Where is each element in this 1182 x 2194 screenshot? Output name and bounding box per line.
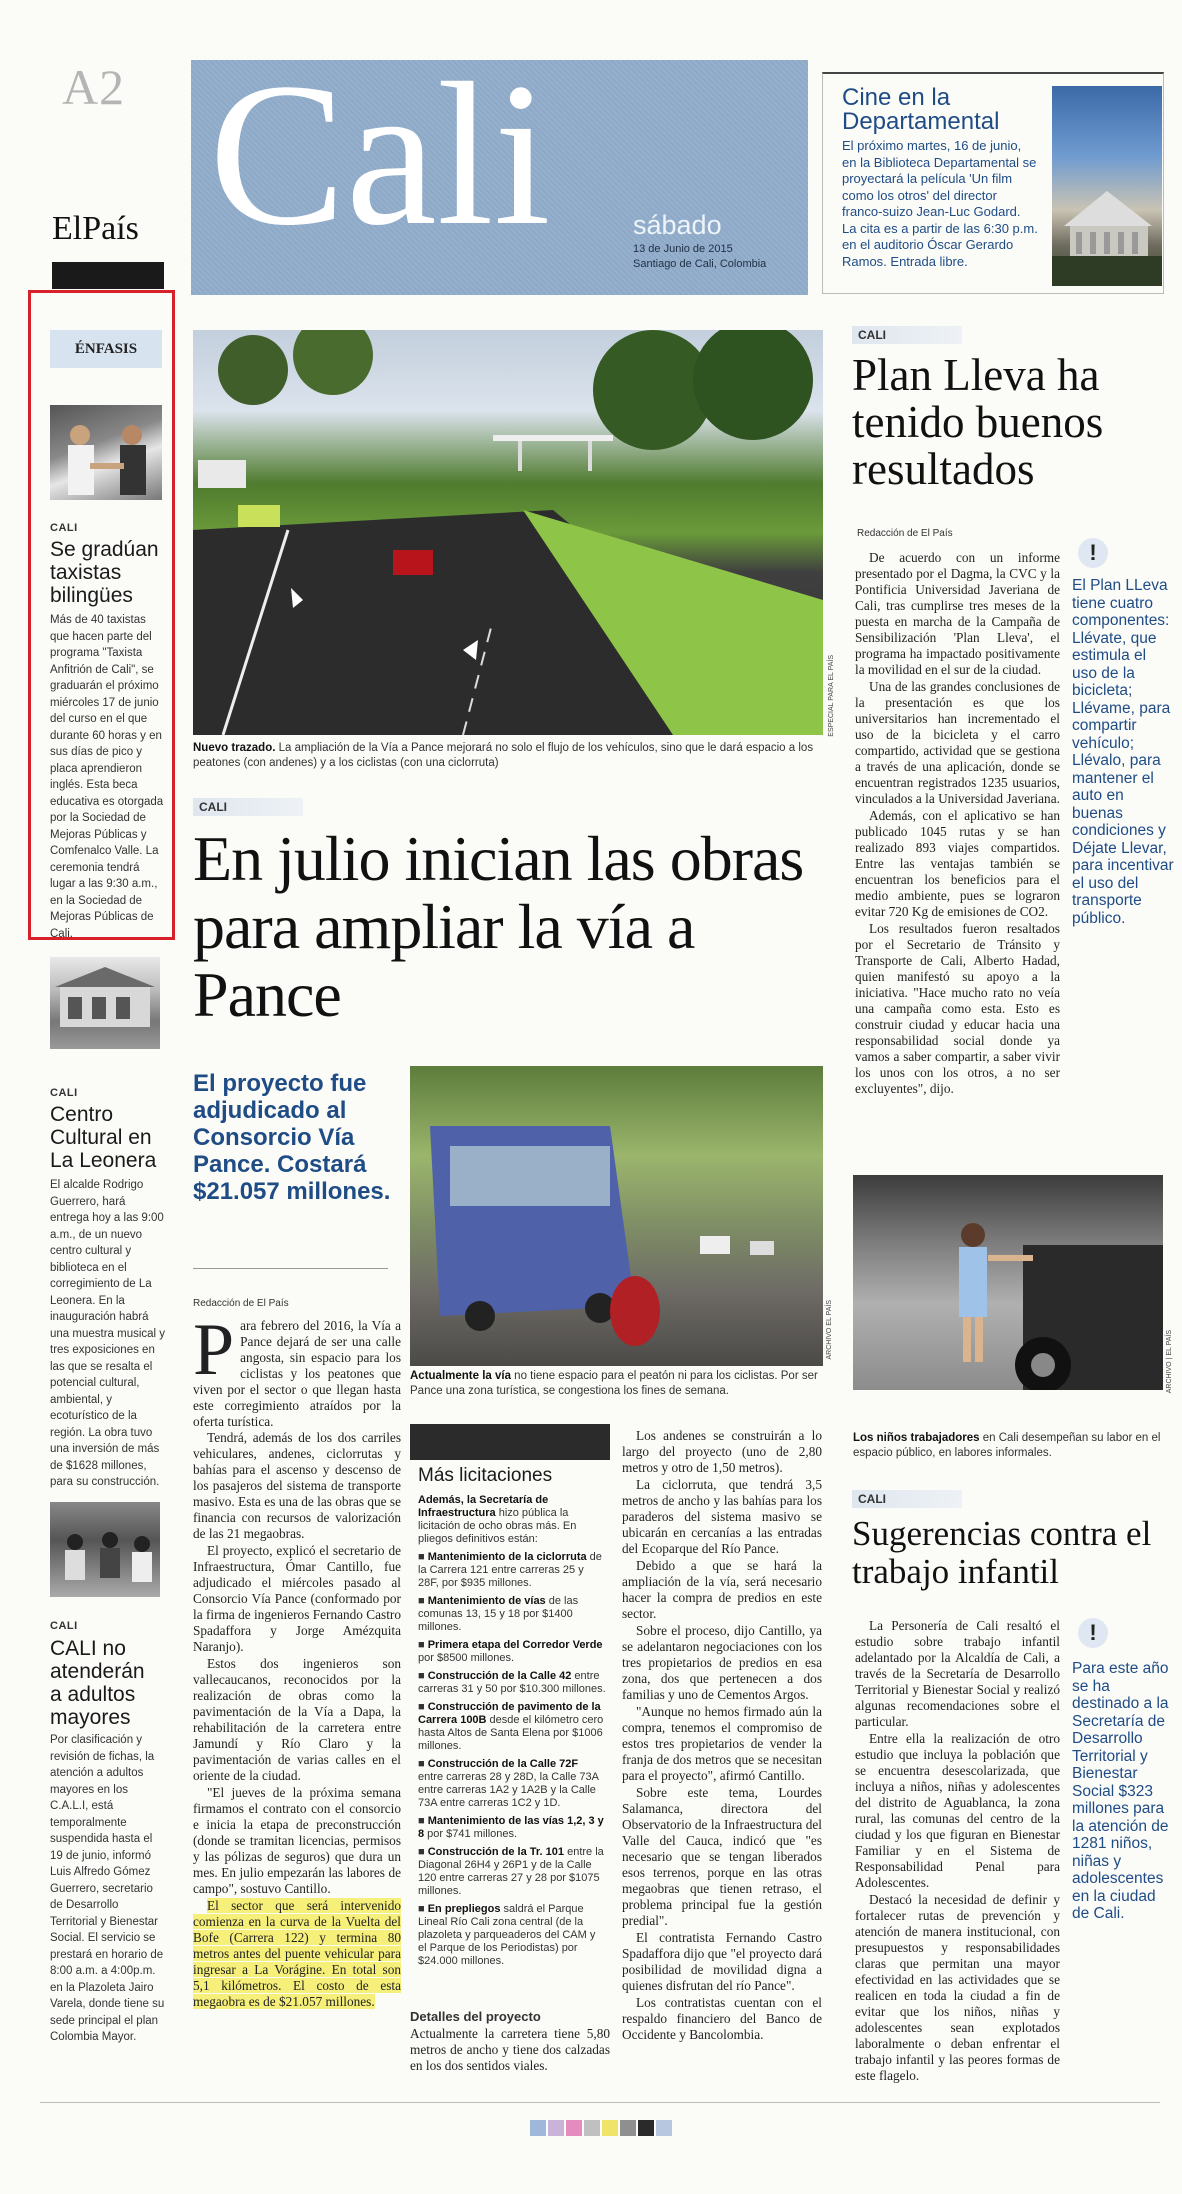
- sidebar-item-3-kicker: CALI: [50, 1620, 78, 1632]
- main-article-col1: [193, 1318, 401, 2011]
- people-icon: [50, 1502, 160, 1597]
- color-swatch: [530, 2120, 546, 2136]
- plan-lleva-body: [855, 550, 1060, 1098]
- section-banner: [191, 41, 808, 295]
- ninos-paragraph: La Personería de Cali resaltó el estudio sobre trabajo infantil adelantado por la Alcaldía de Cali, a través de la Secretaría de Desarrollo Territorial y Bienestar Social y realizó algunas recomendaciones sobre el particular.: [855, 1618, 1060, 1729]
- licitaciones-title: Más licitaciones: [418, 1465, 553, 1486]
- main-paragraph: Los contratistas cuentan con el respaldo financiero del Banco de Occidente y Bancolombia.: [622, 1995, 822, 2042]
- main-paragraph: El contratista Fernando Castro Spadaffora dijo que "el proyecto dará posibilidad de movilidad digna a quienes disfrutan del río Pance".: [622, 1930, 822, 1993]
- main-lead: ara febrero del 2016, la Vía a Pance dejará de ser una calle angosta, sin espacio para los ciclistas y los peatones que viven por el sector o que llegan hasta este corregimiento atraídos por la oferta turística.: [193, 1318, 401, 1429]
- licitacion-item: ■ Mantenimiento de las vías 1,2, 3 y 8 por $741 millones.: [418, 1815, 604, 1840]
- taxistas-photo: [50, 405, 162, 500]
- color-swatch: [638, 2120, 654, 2136]
- sidebar-item-2-kicker: CALI: [50, 1087, 78, 1099]
- ninos-photo: [853, 1175, 1163, 1390]
- subhead-rule: [193, 1268, 388, 1269]
- brand-logo: ElPaís: [52, 210, 139, 247]
- plan-lleva-paragraph: Los resultados fueron resaltados por el Secretario de Tránsito y Transporte de Cali, Alberto Hadad, quien manifestó su apoyo a la iniciativa. "Hace mucho rato no veía una campaña como esta. Esto es construir ciudad y educar hacia una responsabilidad social donde ya vamos a saber compartir, a saber vivir los unos con los otros, a no ser excluyentes", dijo.: [855, 921, 1060, 1096]
- licitacion-item: ■ Construcción de la Calle 72F entre carreras 28 y 28D, la Calle 73A entre carreras 1A2 y 1A2B y la Calle 73A entre carreras 1C2 y 1D.: [418, 1758, 599, 1809]
- section-title: Cali: [209, 41, 551, 268]
- dropcap: P: [193, 1318, 235, 1391]
- main-paragraph: Tendrá, además de los dos carriles vehiculares, andenes, ciclorrutas y bahías para el ascenso y descenso de los pasajeros del sistema de transporte masivo. Esta es una de las obras que se financia con recursos de valorización de las 21 megaobras.: [193, 1430, 401, 1541]
- bus-photo-caption: Actualmente la vía no tiene espacio para el peatón ni para los ciclistas. Por ser Pance una zona turística, se congestiona los fines de semana.: [410, 1370, 818, 1397]
- sidebar-item-2-body: El alcalde Rodrigo Guerrero, hará entrega hoy a las 9:00 a.m., de un nuevo centro cultural y biblioteca en el corregimiento de La Leonera. En la inauguración habrá una muestra musical y tres exposiciones en las que se resalta el potencial cultural, ambiental, y ecoturístico de la región. La obra tuvo una inversión de más de $1628 millones, para su construcción.: [50, 1179, 166, 1488]
- plan-lleva-paragraph: De acuerdo con un informe presentado por el Dagma, la CVC y la Pontificia Universidad Javeriana de Cali, tras cumplirse tres meses de la puesta en marcha de la Campaña de Sensibilización 'Plan Lleva', el programa ha impactado positivamente la movilidad en el sur de la ciudad.: [855, 550, 1060, 677]
- cine-photo: [1052, 86, 1162, 286]
- main-paragraph: La ciclorruta, que tendrá 3,5 metros de ancho y las bahías para los paraderos del sistema masivo se ubicarán en cercanías a las entradas del Ecoparque del Río Pance.: [622, 1477, 822, 1556]
- date-full: 13 de Junio de 2015: [633, 243, 733, 255]
- exclamation-icon: !: [1078, 538, 1108, 568]
- main-byline: Redacción de El País: [193, 1298, 289, 1309]
- main-paragraph: Debido a que se hará la ampliación de la vía, será necesario hacer la compra de predios en este sector.: [622, 1558, 822, 1621]
- leonera-photo: [50, 957, 160, 1049]
- plan-lleva-byline: Redacción de El País: [857, 528, 953, 539]
- ninos-body: [855, 1618, 1060, 2085]
- main-paragraph: Sobre este tema, Lourdes Salamanca, directora del Observatorio de la Infraestructura del Valle del Cauca, indicó que "es necesario que se tengan liberados esos terrenos, porque en las otras megaobras que tienen retraso, el problema principal fue la gestión predial".: [622, 1785, 822, 1928]
- color-swatch: [566, 2120, 582, 2136]
- licitacion-item: ■ Mantenimiento de vías de las comunas 13, 15 y 18 por $1400 millones.: [418, 1595, 579, 1633]
- sidebar-item-3-body: Por clasificación y revisión de fichas, la atención a adultos mayores en los C.A.L.I, está temporalmente suspendida hasta el 19 de junio, informó Luis Alfredo Gómez Guerrero, secretario de Desarrollo Territorial y Bienestar Social. El servicio se prestará en horario de 8:00 a.m. a 4:00p.m. en la Plazoleta Jairo Varela, donde tiene su sede principal el plan Colombia Mayor.: [50, 1734, 165, 2043]
- main-render-photo: [193, 330, 823, 735]
- detalles-body: Actualmente la carretera tiene 5,80 metros de ancho y tiene dos calzadas en los dos sentidos viales.: [410, 2026, 610, 2073]
- main-article-col3: [622, 1428, 822, 2044]
- ninos-paragraph: Destacó la necesidad de definir y fortalecer rutas de prevención y atención de manera institucional, con presupuestos y responsabilidades claras que permitan una mayor efectividad en las actividades que se realicen en toda la ciudad a fin de evitar que los niños, niñas y adolescentes sean explotados laboralmente o deban enfrentar el trabajo infantil y las peores formas de este flagelo.: [855, 1892, 1060, 2083]
- color-swatch: [656, 2120, 672, 2136]
- main-paragraph: Estos dos ingenieros son vallecaucanos, reconocidos por la realización de obras como la pavimentación de la Vía a Dapa, la rehabilitación de la carretera entre Jamundí y Río Claro y la pavimentación de varias calles en el oriente de la ciudad.: [193, 1656, 401, 1783]
- plan-lleva-kicker: CALI: [852, 326, 962, 344]
- licitacion-item: ■ Construcción de la Tr. 101 entre la Diagonal 26H4 y 26P1 y de la Calle 120 entre carreras 27 y 28 por $1075 millones.: [418, 1846, 604, 1897]
- sidebar-item-1-title: Se gradúan taxistas bilingües: [50, 538, 159, 607]
- main-subhead: El proyecto fue adjudicado al Consorcio Vía Pance. Costará $21.057 millones.: [193, 1070, 391, 1205]
- color-swatch: [584, 2120, 600, 2136]
- date-day: sábado: [633, 210, 722, 240]
- main-photo-credit: ESPECIAL PARA EL PAÍS: [828, 655, 835, 737]
- main-paragraph: El proyecto, explicó el secretario de Infraestructura, Ómar Cantillo, fue adjudicado el miércoles pasado al Consorcio Vía Pance (conformado por la firma de ingenieros Fernando Castro Spadaffora y Jorge Amézquita Naranjo).: [193, 1543, 401, 1654]
- plan-lleva-headline: Plan Lleva ha tenido buenos resultados: [852, 350, 1104, 494]
- library-building-icon: [1052, 86, 1162, 286]
- cine-title: Cine en la Departamental: [842, 84, 1000, 135]
- main-photo-caption: Nuevo trazado. La ampliación de la Vía a Pance mejorará no solo el flujo de los vehículos, sino que le dará espacio a los peatones (con andenes) y a los ciclistas (con una ciclorruta): [193, 742, 814, 769]
- bus-photo: [410, 1066, 823, 1366]
- sidebar-item-1-kicker: CALI: [50, 522, 78, 534]
- cine-body: El próximo martes, 16 de junio, en la Biblioteca Departamental se proyectará la película 'Un film como los otros' del director franco-suizo Jean-Luc Godard. La cita es a partir de las 6:30 p.m. en el auditorio Óscar Gerardo Ramos. Entrada libre.: [842, 138, 1038, 269]
- adultos-photo: [50, 1502, 160, 1597]
- detalles-title: Detalles del proyecto: [410, 2009, 541, 2024]
- licitacion-item: ■ Mantenimiento de la ciclorruta de la Carrera 121 entre carreras 25 y 28F, por $935 millones.: [418, 1551, 602, 1589]
- sidebar-item-2-title: Centro Cultural en La Leonera: [50, 1103, 157, 1172]
- plan-lleva-box: El Plan LLeva tiene cuatro componentes: Llévate, que estimula el uso de la bicicleta; Llévame, para compartir vehículo; Llévalo, para mantener el auto en buenas condiciones y Déjate Llevar, para incentivar el uso del transporte público.: [1072, 577, 1174, 927]
- date-place: Santiago de Cali, Colombia: [633, 258, 767, 270]
- licitaciones-bar: [410, 1424, 610, 1460]
- building-icon: [50, 957, 160, 1049]
- licitacion-item: ■ Construcción de la Calle 42 entre carreras 31 y 50 por $10.300 millones.: [418, 1670, 606, 1695]
- licitacion-item: ■ Construcción de pavimento de la Carrera 100B desde el kilómetro cero hasta Altos de Santa Elena por $1006 millones.: [418, 1701, 604, 1752]
- ninos-photo-credit: ARCHIVO | EL PAÍS: [1166, 1330, 1173, 1394]
- main-paragraph: "Aunque no hemos firmado aún la compra, tenemos el compromiso de estos tres propietarios de vender la franja de dos metros que se necesitan para el proyecto", afirmó Cantillo.: [622, 1704, 822, 1783]
- main-highlight: El sector que será intervenido comienza en la curva de la Vuelta del Bofe (Carrera 122) y termina 80 metros antes del puente vehicular para ingresar a La Vorágine. En total son 5,1 kilómetros. El costo de esta megaobra es de $21.057 millones.: [193, 1898, 401, 2009]
- ninos-kicker: CALI: [852, 1490, 962, 1508]
- main-headline: En julio inician las obras para ampliar la vía a Pance: [193, 823, 804, 1030]
- bus-photo-credit: ARCHIVO EL PAÍS: [826, 1300, 833, 1360]
- ninos-headline: Sugerencias contra el trabajo infantil: [852, 1514, 1152, 1591]
- exclamation-icon: !: [1078, 1618, 1108, 1648]
- ninos-box: Para este año se ha destinado a la Secretaría de Desarrollo Territorial y Bienestar Social $323 millones para la atención de 1281 niños, niñas y adolescentes en la ciudad de Cali.: [1072, 1660, 1169, 1922]
- print-color-strip: [530, 2120, 672, 2136]
- handshake-icon: [50, 405, 162, 500]
- page-number: A2: [62, 59, 126, 115]
- bottom-rule: [40, 2102, 1160, 2103]
- plan-lleva-paragraph: Además, con el aplicativo se han publicado 1045 rutas y se han realizado 893 viajes compartidos. Entre las ventajas también se encuentran los beneficios para el medio ambiente, pues se lograron evitar 720 Kg de emisiones de CO2.: [855, 808, 1060, 919]
- licitacion-item: ■ Primera etapa del Corredor Verde por $8500 millones.: [418, 1639, 603, 1664]
- child-car-icon: [853, 1175, 1163, 1390]
- ninos-photo-caption: Los niños trabajadores en Cali desempeñan su labor en el espacio público, en labores informales.: [853, 1432, 1161, 1459]
- main-paragraph: Los andenes se construirán a lo largo del proyecto (uno de 2,80 metros y otro de 1,50 metros).: [622, 1428, 822, 1475]
- road-render-icon: [193, 330, 823, 735]
- plan-lleva-paragraph: Una de las grandes conclusiones de la presentación es que los universitarios han incrementado el uso de la bicicleta y el carro compartido, actividad que se gestiona a través de una aplicación, donde se encuentran registrados 1235 usuarios, vinculados a la Universidad Javeriana.: [855, 679, 1060, 806]
- color-swatch: [620, 2120, 636, 2136]
- color-swatch: [548, 2120, 564, 2136]
- main-paragraph: "El jueves de la próxima semana firmamos el contrato con el consorcio e inicia la etapa de preconstrucción (donde se tramitan licencias, permisos y las pólizas de seguros) que dura un mes. En julio empezarán las labores de campo", sostuvo Cantillo.: [193, 1785, 401, 1896]
- main-kicker: CALI: [193, 798, 303, 816]
- color-swatch: [602, 2120, 618, 2136]
- sidebar-item-1-body: Más de 40 taxistas que hacen parte del programa "Taxista Anfitrión de Cali", se graduarán el próximo miércoles 17 de junio del curso en el que durante 60 horas y en sus días de pico y placa aprendieron inglés. Esta beca educativa es otorgada por la Sociedad de Mejoras Públicas y Comfenalco Valle. La ceremonia tendrá lugar a las 9:30 a.m., en la Sociedad de Mejoras Públicas de Cali.: [50, 614, 164, 940]
- sidebar-item-3-title: CALI no atenderán a adultos mayores: [50, 1637, 145, 1729]
- licitaciones-list: [418, 1494, 606, 1973]
- brand-underbar: [52, 262, 164, 289]
- licitaciones-intro: Además, la Secretaría de Infraestructura hizo pública la licitación de ocho obras más. En pliegos definitivos están:: [418, 1494, 577, 1545]
- ninos-paragraph: Entre ella la realización de otro estudio que incluya la población que se encuentra desescolarizada, que incluya a niños, niñas y adolescentes del distrito de Aguablanca, la zona rural, las comunas del centro de la ciudad y los que figuran en Bienestar Familiar y en el Sistema de Responsabilidad Penal para Adolescentes.: [855, 1731, 1060, 1890]
- enfasis-label: ÉNFASIS: [50, 330, 162, 368]
- main-paragraph: Sobre el proceso, dijo Cantillo, ya se adelantaron negociaciones con los tres propietarios de predios en esa zona, dos que pertenecen a dos familias y uno de Cementos Argos.: [622, 1623, 822, 1702]
- bus-icon: [410, 1066, 823, 1366]
- licitacion-item: ■ En prepliegos saldrá el Parque Lineal Río Cali zona central (de la plazoleta y parqueaderos del CAM y el Parque de los Periodistas) por $24.000 millones.: [418, 1903, 596, 1967]
